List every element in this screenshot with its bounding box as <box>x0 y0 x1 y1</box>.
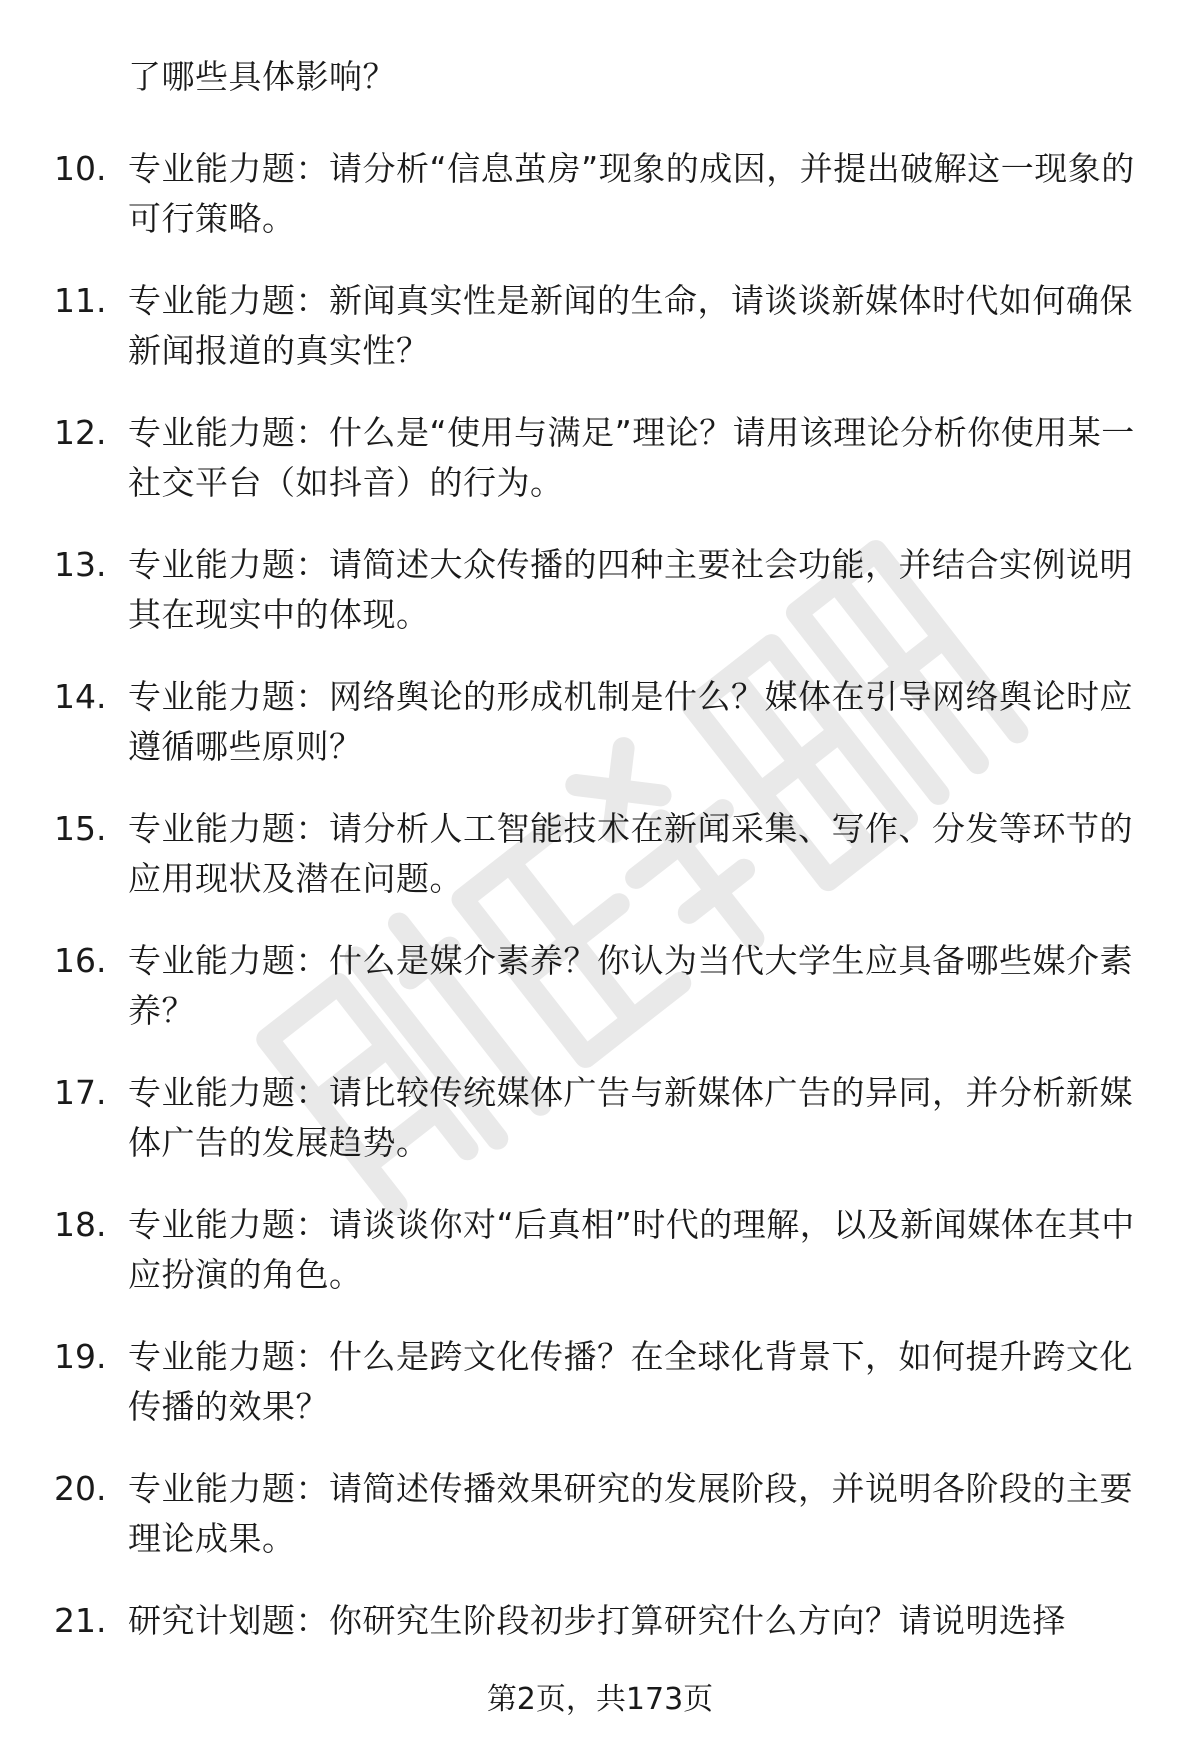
question-text: 专业能力题：请谈谈你对“后真相”时代的理解，以及新闻媒体在其中应扮演的角色。 <box>128 1205 1135 1294</box>
question-number: 16. <box>54 941 107 980</box>
question-number: 13. <box>54 545 107 584</box>
question-text: 专业能力题：网络舆论的形成机制是什么？媒体在引导网络舆论时应遵循哪些原则？ <box>128 677 1133 766</box>
question-text: 专业能力题：请比较传统媒体广告与新媒体广告的异同，并分析新媒体广告的发展趋势。 <box>128 1073 1133 1162</box>
question-item <box>0 1184 1200 1316</box>
question-list <box>0 128 1200 1712</box>
question-text: 专业能力题：新闻真实性是新闻的生命，请谈谈新媒体时代如何确保新闻报道的真实性？ <box>128 281 1133 370</box>
question-number: 12. <box>54 413 107 452</box>
question-number: 11. <box>54 281 107 320</box>
question-item <box>0 1316 1200 1448</box>
question-number: 14. <box>54 677 107 716</box>
question-number: 19. <box>54 1337 107 1376</box>
question-item <box>0 1448 1200 1580</box>
question-item <box>0 524 1200 656</box>
question-text: 专业能力题：请简述传播效果研究的发展阶段，并说明各阶段的主要理论成果。 <box>128 1469 1133 1558</box>
question-text: 专业能力题：请分析人工智能技术在新闻采集、写作、分发等环节的应用现状及潜在问题。 <box>128 809 1133 898</box>
question-number: 18. <box>54 1205 107 1244</box>
question-item <box>0 128 1200 260</box>
question-number: 21. <box>54 1601 107 1640</box>
question-number: 20. <box>54 1469 107 1508</box>
question-item <box>0 260 1200 392</box>
question-item <box>0 1052 1200 1184</box>
question-text: 专业能力题：什么是跨文化传播？在全球化背景下，如何提升跨文化传播的效果？ <box>128 1337 1133 1426</box>
question-number: 10. <box>54 149 107 188</box>
continuation-text: 了哪些具体影响？ <box>128 57 396 96</box>
question-item <box>0 392 1200 524</box>
question-item <box>0 656 1200 788</box>
question-number: 17. <box>54 1073 107 1112</box>
question-item <box>0 788 1200 920</box>
question-text: 专业能力题：请分析“信息茧房”现象的成因，并提出破解这一现象的可行策略。 <box>128 149 1135 238</box>
question-text: 专业能力题：什么是媒介素养？你认为当代大学生应具备哪些媒介素养？ <box>128 941 1133 1030</box>
question-number: 15. <box>54 809 107 848</box>
question-text: 专业能力题：什么是“使用与满足”理论？请用该理论分析你使用某一社交平台（如抖音）的行为。 <box>128 413 1135 502</box>
question-item <box>0 920 1200 1052</box>
question-text: 研究计划题：你研究生阶段初步打算研究什么方向？请说明选择 <box>128 1601 1066 1640</box>
page-footer: 第2页，共173页 <box>486 1682 714 1717</box>
question-text: 专业能力题：请简述大众传播的四种主要社会功能，并结合实例说明其在现实中的体现。 <box>128 545 1133 634</box>
